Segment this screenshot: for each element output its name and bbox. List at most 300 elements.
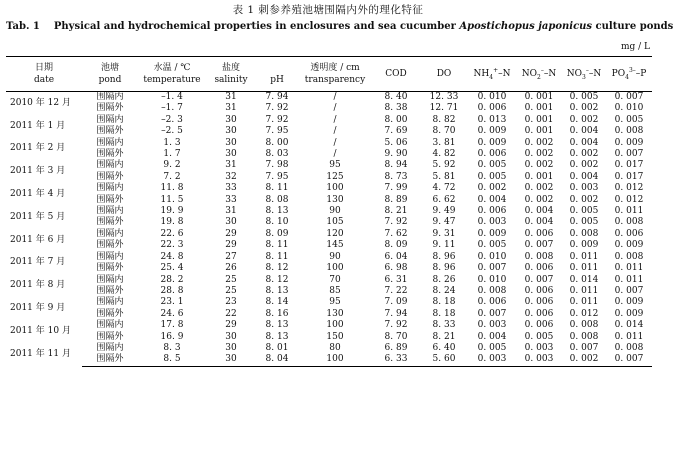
value-cell: 0. 002: [569, 103, 599, 114]
value-cell: 8. 21: [384, 206, 408, 217]
value-cell: 85: [329, 285, 341, 296]
pond-cell: 围隔内: [96, 137, 124, 148]
value-cell: 8. 08: [265, 194, 289, 205]
value-cell: 0. 009: [477, 228, 507, 239]
pond-cell: 围隔外: [96, 149, 124, 160]
date-cell: 2011 年 1 月: [10, 120, 66, 131]
value-cell: 8. 03: [265, 149, 289, 160]
value-cell: 0. 006: [524, 228, 554, 239]
value-cell: 0. 007: [606, 354, 652, 366]
value-cell: 6. 62: [432, 194, 456, 205]
col-transparency: 透明度 / cm transparency: [298, 57, 372, 92]
data-table: [6, 56, 652, 367]
value-cell: –1. 7: [161, 103, 183, 114]
value-cell: 70: [329, 274, 341, 285]
table-row: [6, 92, 652, 104]
value-cell: 8. 09: [265, 228, 289, 239]
table-row: [6, 126, 652, 137]
value-cell: 8. 12: [265, 263, 289, 274]
value-cell: 8. 26: [432, 274, 456, 285]
value-cell: 0. 002: [569, 114, 599, 125]
pond-cell: 围隔内: [96, 274, 124, 285]
value-cell: 120: [326, 228, 344, 239]
table-row: [6, 263, 652, 274]
value-cell: 0. 005: [524, 331, 554, 342]
value-cell: 0. 009: [477, 126, 507, 137]
value-cell: 0. 002: [524, 160, 554, 171]
value-cell: 0. 004: [569, 137, 599, 148]
value-cell: 9. 49: [432, 206, 456, 217]
table-row: [6, 354, 652, 366]
value-cell: 5. 06: [384, 137, 408, 148]
value-cell: 11. 5: [160, 194, 184, 205]
pond-cell: 围隔内: [96, 342, 124, 353]
value-cell: 6. 31: [384, 274, 408, 285]
value-cell: 0. 005: [477, 240, 507, 251]
value-cell: 0. 003: [477, 217, 507, 228]
col-po4: $PO_4^{3-}-P$: [606, 57, 652, 92]
value-cell: 7. 92: [265, 103, 289, 114]
value-cell: 0. 002: [524, 183, 554, 194]
value-cell: –1. 4: [161, 92, 183, 102]
value-cell: /: [333, 92, 337, 102]
pond-cell: 围隔内: [96, 228, 124, 239]
value-cell: 0. 001: [524, 114, 554, 125]
value-cell: 0. 008: [614, 126, 644, 137]
value-cell: 0. 004: [477, 331, 507, 342]
pond-cell: 围隔外: [96, 331, 124, 342]
pond-cell: 围隔内: [96, 206, 124, 217]
value-cell: /: [333, 149, 337, 160]
value-cell: 8. 18: [432, 308, 456, 319]
pond-cell: 围隔内: [96, 114, 124, 125]
pond-cell: 围隔内: [96, 297, 124, 308]
value-cell: 0. 010: [477, 274, 507, 285]
value-cell: 30: [225, 342, 237, 353]
species-name: Apostichopus japonicus: [459, 21, 593, 32]
table-row: [6, 286, 652, 297]
value-cell: 8. 24: [432, 285, 456, 296]
value-cell: 30: [225, 331, 237, 342]
value-cell: 0. 005: [569, 217, 599, 228]
value-cell: 0. 010: [614, 103, 644, 114]
value-cell: 29: [225, 320, 237, 331]
value-cell: 8. 13: [265, 320, 289, 331]
value-cell: 5. 60: [420, 354, 468, 366]
value-cell: 16. 9: [160, 331, 184, 342]
value-cell: 8. 38: [384, 103, 408, 114]
value-cell: 9. 90: [384, 149, 408, 160]
value-cell: 7. 94: [384, 308, 408, 319]
value-cell: 7. 95: [265, 126, 289, 137]
value-cell: 0. 002: [524, 149, 554, 160]
value-cell: 0. 012: [614, 194, 644, 205]
value-cell: 0. 017: [614, 171, 644, 182]
table-row: [6, 195, 652, 206]
col-nh4: $NH_4^+-N$: [468, 57, 516, 92]
value-cell: 0. 014: [569, 274, 599, 285]
value-cell: 125: [326, 171, 344, 182]
value-cell: 0. 007: [614, 149, 644, 160]
value-cell: /: [333, 137, 337, 148]
value-cell: 0. 008: [569, 320, 599, 331]
value-cell: 8. 5: [138, 354, 206, 366]
value-cell: 0. 006: [477, 297, 507, 308]
value-cell: 7. 92: [384, 217, 408, 228]
value-cell: 0. 007: [524, 240, 554, 251]
value-cell: 8. 11: [265, 251, 289, 262]
value-cell: 0. 004: [524, 206, 554, 217]
value-cell: 100: [326, 263, 344, 274]
value-cell: 28. 8: [160, 285, 184, 296]
value-cell: –2. 5: [161, 126, 183, 137]
pond-cell: 围隔外: [96, 103, 124, 114]
table-title-en: [6, 21, 673, 32]
value-cell: 0. 005: [569, 92, 599, 102]
value-cell: 0. 009: [569, 240, 599, 251]
value-cell: 100: [326, 320, 344, 331]
value-cell: 0. 007: [569, 342, 599, 353]
value-cell: 0. 003: [524, 342, 554, 353]
value-cell: 0. 009: [614, 137, 644, 148]
value-cell: 8. 09: [384, 240, 408, 251]
value-cell: 4. 72: [432, 183, 456, 194]
pond-cell: 围隔外: [96, 171, 124, 182]
value-cell: 0. 002: [569, 160, 599, 171]
value-cell: 29: [225, 228, 237, 239]
value-cell: 22. 3: [160, 240, 184, 251]
pond-cell: 围隔内: [96, 92, 124, 102]
value-cell: 0. 009: [614, 240, 644, 251]
value-cell: 0. 010: [477, 92, 507, 102]
value-cell: 30: [225, 149, 237, 160]
title-en-after: culture ponds: [592, 21, 673, 32]
value-cell: 6. 98: [384, 263, 408, 274]
value-cell: 100: [298, 354, 372, 366]
value-cell: 7. 22: [384, 285, 408, 296]
value-cell: 0. 004: [569, 171, 599, 182]
value-cell: 0. 008: [569, 331, 599, 342]
table-row: [6, 115, 652, 126]
table-row: [6, 343, 652, 354]
col-pond: 池塘 pond: [82, 57, 138, 92]
value-cell: 8. 96: [432, 251, 456, 262]
value-cell: 0. 003: [569, 183, 599, 194]
value-cell: 7. 92: [384, 320, 408, 331]
value-cell: 6. 40: [432, 342, 456, 353]
table-row: [6, 160, 652, 171]
title-en-before: Physical and hydrochemical properties in enclosures and sea cucumber: [53, 21, 460, 32]
table-label: Tab. 1: [6, 21, 40, 32]
value-cell: 0. 007: [614, 92, 644, 102]
value-cell: 7. 09: [384, 297, 408, 308]
value-cell: 0. 007: [614, 285, 644, 296]
value-cell: 8. 00: [265, 137, 289, 148]
value-cell: 30: [225, 126, 237, 137]
value-cell: 0. 011: [569, 251, 599, 262]
date-cell: 2011 年 8 月: [10, 280, 66, 291]
pond-cell: 围隔外: [96, 194, 124, 205]
value-cell: 0. 004: [524, 217, 554, 228]
date-cell: 2011 年 11 月: [10, 348, 71, 359]
table-row: [6, 309, 652, 320]
value-cell: 8. 96: [432, 263, 456, 274]
value-cell: 0. 006: [524, 263, 554, 274]
col-temperature: 水温 / ℃ temperature: [138, 57, 206, 92]
value-cell: 31: [225, 103, 237, 114]
value-cell: 30: [225, 217, 237, 228]
value-cell: 0. 012: [614, 183, 644, 194]
value-cell: 0. 001: [524, 126, 554, 137]
value-cell: 23: [225, 297, 237, 308]
value-cell: 0. 014: [614, 320, 644, 331]
value-cell: 8. 16: [265, 308, 289, 319]
value-cell: 0. 011: [614, 274, 644, 285]
value-cell: 4. 82: [432, 149, 456, 160]
value-cell: 31: [225, 206, 237, 217]
value-cell: 0. 002: [524, 194, 554, 205]
value-cell: 0. 011: [614, 263, 644, 274]
value-cell: 0. 006: [477, 149, 507, 160]
col-no3: $NO_3^--N$: [562, 57, 606, 92]
date-cell: 2011 年 4 月: [10, 188, 66, 199]
date-cell: 2010 年 12 月: [10, 97, 71, 108]
value-cell: 0. 004: [569, 126, 599, 137]
value-cell: 6. 33: [372, 354, 420, 366]
value-cell: 12. 71: [429, 103, 459, 114]
value-cell: 5. 92: [432, 160, 456, 171]
value-cell: 30: [225, 114, 237, 125]
pond-cell: 围隔外: [96, 217, 124, 228]
value-cell: 3. 81: [432, 137, 456, 148]
value-cell: 105: [326, 217, 344, 228]
value-cell: 31: [225, 160, 237, 171]
value-cell: 17. 8: [160, 320, 184, 331]
value-cell: 8. 10: [265, 217, 289, 228]
pond-cell: 围隔内: [96, 251, 124, 262]
value-cell: 8. 04: [256, 354, 298, 366]
value-cell: 7. 94: [265, 92, 289, 102]
table-row: [6, 217, 652, 228]
value-cell: 0. 002: [569, 194, 599, 205]
col-salinity: 盐度 salinity: [206, 57, 256, 92]
col-cod: COD: [372, 57, 420, 92]
header-row: [6, 57, 652, 92]
value-cell: 80: [329, 342, 341, 353]
value-cell: 0. 005: [569, 206, 599, 217]
value-cell: /: [333, 103, 337, 114]
value-cell: 145: [326, 240, 344, 251]
value-cell: 9. 47: [432, 217, 456, 228]
pond-cell: 围隔内: [96, 320, 124, 331]
col-date: 日期 date: [6, 57, 82, 92]
value-cell: 28. 2: [160, 274, 184, 285]
value-cell: 6. 04: [384, 251, 408, 262]
value-cell: 0. 002: [569, 149, 599, 160]
table-title-cn: 表 1 刺参养殖池塘围隔内外的理化特征: [232, 4, 424, 16]
table-row: [6, 103, 652, 114]
value-cell: 0. 001: [524, 92, 554, 102]
pond-cell: 围隔外: [82, 354, 138, 366]
value-cell: 6. 89: [384, 342, 408, 353]
value-cell: 0. 008: [477, 285, 507, 296]
value-cell: 8. 13: [265, 331, 289, 342]
value-cell: 0. 011: [569, 285, 599, 296]
value-cell: /: [333, 126, 337, 137]
value-cell: 9. 2: [163, 160, 181, 171]
value-cell: 7. 92: [265, 114, 289, 125]
value-cell: 0. 005: [477, 342, 507, 353]
value-cell: 5. 81: [432, 171, 456, 182]
value-cell: 8. 01: [265, 342, 289, 353]
value-cell: 22. 6: [160, 228, 184, 239]
value-cell: 19. 8: [160, 217, 184, 228]
value-cell: 32: [225, 171, 237, 182]
value-cell: 0. 001: [524, 171, 554, 182]
table-row: [6, 275, 652, 286]
value-cell: 26: [225, 263, 237, 274]
value-cell: 0. 002: [524, 137, 554, 148]
pond-cell: 围隔外: [96, 308, 124, 319]
value-cell: 8. 73: [384, 171, 408, 182]
value-cell: 8. 21: [432, 331, 456, 342]
value-cell: 7. 2: [163, 171, 181, 182]
value-cell: 8. 18: [432, 297, 456, 308]
pond-cell: 围隔内: [96, 183, 124, 194]
value-cell: 0. 007: [477, 308, 507, 319]
table-row: [6, 320, 652, 331]
value-cell: 1. 3: [163, 137, 181, 148]
value-cell: 22: [225, 308, 237, 319]
value-cell: –2. 3: [161, 114, 183, 125]
value-cell: 8. 14: [265, 297, 289, 308]
value-cell: 8. 94: [384, 160, 408, 171]
value-cell: 23. 1: [160, 297, 184, 308]
value-cell: 27: [225, 251, 237, 262]
value-cell: 0. 006: [477, 103, 507, 114]
value-cell: 8. 13: [265, 206, 289, 217]
value-cell: 31: [225, 92, 237, 102]
value-cell: 0. 003: [516, 354, 562, 366]
value-cell: 0. 011: [614, 206, 644, 217]
value-cell: 33: [225, 183, 237, 194]
value-cell: 25. 4: [160, 263, 184, 274]
value-cell: 0. 006: [614, 228, 644, 239]
value-cell: 7. 95: [265, 171, 289, 182]
value-cell: 30: [225, 137, 237, 148]
table-row: [6, 297, 652, 308]
table-row: [6, 149, 652, 160]
value-cell: 8. 00: [384, 114, 408, 125]
table-row: [6, 183, 652, 194]
value-cell: 0. 006: [524, 320, 554, 331]
value-cell: 95: [329, 160, 341, 171]
value-cell: 8. 70: [432, 126, 456, 137]
value-cell: 8. 12: [265, 274, 289, 285]
value-cell: 24. 6: [160, 308, 184, 319]
value-cell: 0. 005: [477, 171, 507, 182]
value-cell: 130: [326, 308, 344, 319]
col-no2: $NO_2^--N$: [516, 57, 562, 92]
value-cell: 24. 8: [160, 251, 184, 262]
value-cell: 25: [225, 285, 237, 296]
value-cell: 0. 010: [477, 251, 507, 262]
value-cell: 8. 13: [265, 285, 289, 296]
value-cell: 0. 006: [524, 297, 554, 308]
table-row: [6, 138, 652, 149]
value-cell: 33: [225, 194, 237, 205]
date-cell: 2011 年 9 月: [10, 303, 66, 314]
value-cell: 100: [326, 183, 344, 194]
value-cell: 8. 11: [265, 240, 289, 251]
value-cell: 8. 89: [384, 194, 408, 205]
value-cell: 19. 9: [160, 206, 184, 217]
value-cell: 0. 008: [614, 251, 644, 262]
value-cell: 0. 009: [477, 137, 507, 148]
value-cell: 90: [329, 206, 341, 217]
table-row: [6, 206, 652, 217]
value-cell: 0. 011: [569, 297, 599, 308]
pond-cell: 围隔外: [96, 240, 124, 251]
value-cell: 0. 013: [477, 114, 507, 125]
value-cell: 11. 8: [160, 183, 184, 194]
value-cell: 25: [225, 274, 237, 285]
pond-cell: 围隔内: [96, 160, 124, 171]
table-row: [6, 252, 652, 263]
value-cell: 9. 11: [432, 240, 456, 251]
date-cell: 2011 年 3 月: [10, 166, 66, 177]
value-cell: 0. 007: [524, 274, 554, 285]
pond-cell: 围隔外: [96, 126, 124, 137]
value-cell: 29: [225, 240, 237, 251]
value-cell: 0. 011: [614, 331, 644, 342]
value-cell: 0. 006: [477, 206, 507, 217]
value-cell: 0. 006: [524, 308, 554, 319]
value-cell: 0. 005: [477, 160, 507, 171]
table-row: [6, 229, 652, 240]
value-cell: 0. 008: [614, 342, 644, 353]
value-cell: 9. 31: [432, 228, 456, 239]
date-cell: 2011 年 7 月: [10, 257, 66, 268]
table-row: [6, 240, 652, 251]
date-cell: 2011 年 2 月: [10, 143, 66, 154]
date-cell: 2011 年 6 月: [10, 234, 66, 245]
value-cell: 8. 70: [384, 331, 408, 342]
value-cell: 0. 009: [614, 308, 644, 319]
value-cell: 7. 98: [265, 160, 289, 171]
value-cell: 0. 003: [468, 354, 516, 366]
value-cell: 7. 69: [384, 126, 408, 137]
value-cell: 8. 33: [432, 320, 456, 331]
date-cell: 2011 年 10 月: [10, 325, 71, 336]
value-cell: 8. 11: [265, 183, 289, 194]
value-cell: 0. 001: [524, 103, 554, 114]
table-row: [6, 332, 652, 343]
value-cell: 30: [206, 354, 256, 366]
value-cell: 1. 7: [163, 149, 181, 160]
value-cell: 0. 008: [524, 251, 554, 262]
date-cell: 2011 年 5 月: [10, 211, 66, 222]
value-cell: 0. 009: [614, 297, 644, 308]
value-cell: 130: [326, 194, 344, 205]
unit-label: mg / L: [620, 42, 650, 52]
value-cell: 0. 011: [569, 263, 599, 274]
value-cell: 150: [326, 331, 344, 342]
value-cell: 12. 33: [429, 92, 459, 102]
value-cell: 8. 40: [384, 92, 408, 102]
table-row: [6, 172, 652, 183]
value-cell: 0. 008: [614, 217, 644, 228]
